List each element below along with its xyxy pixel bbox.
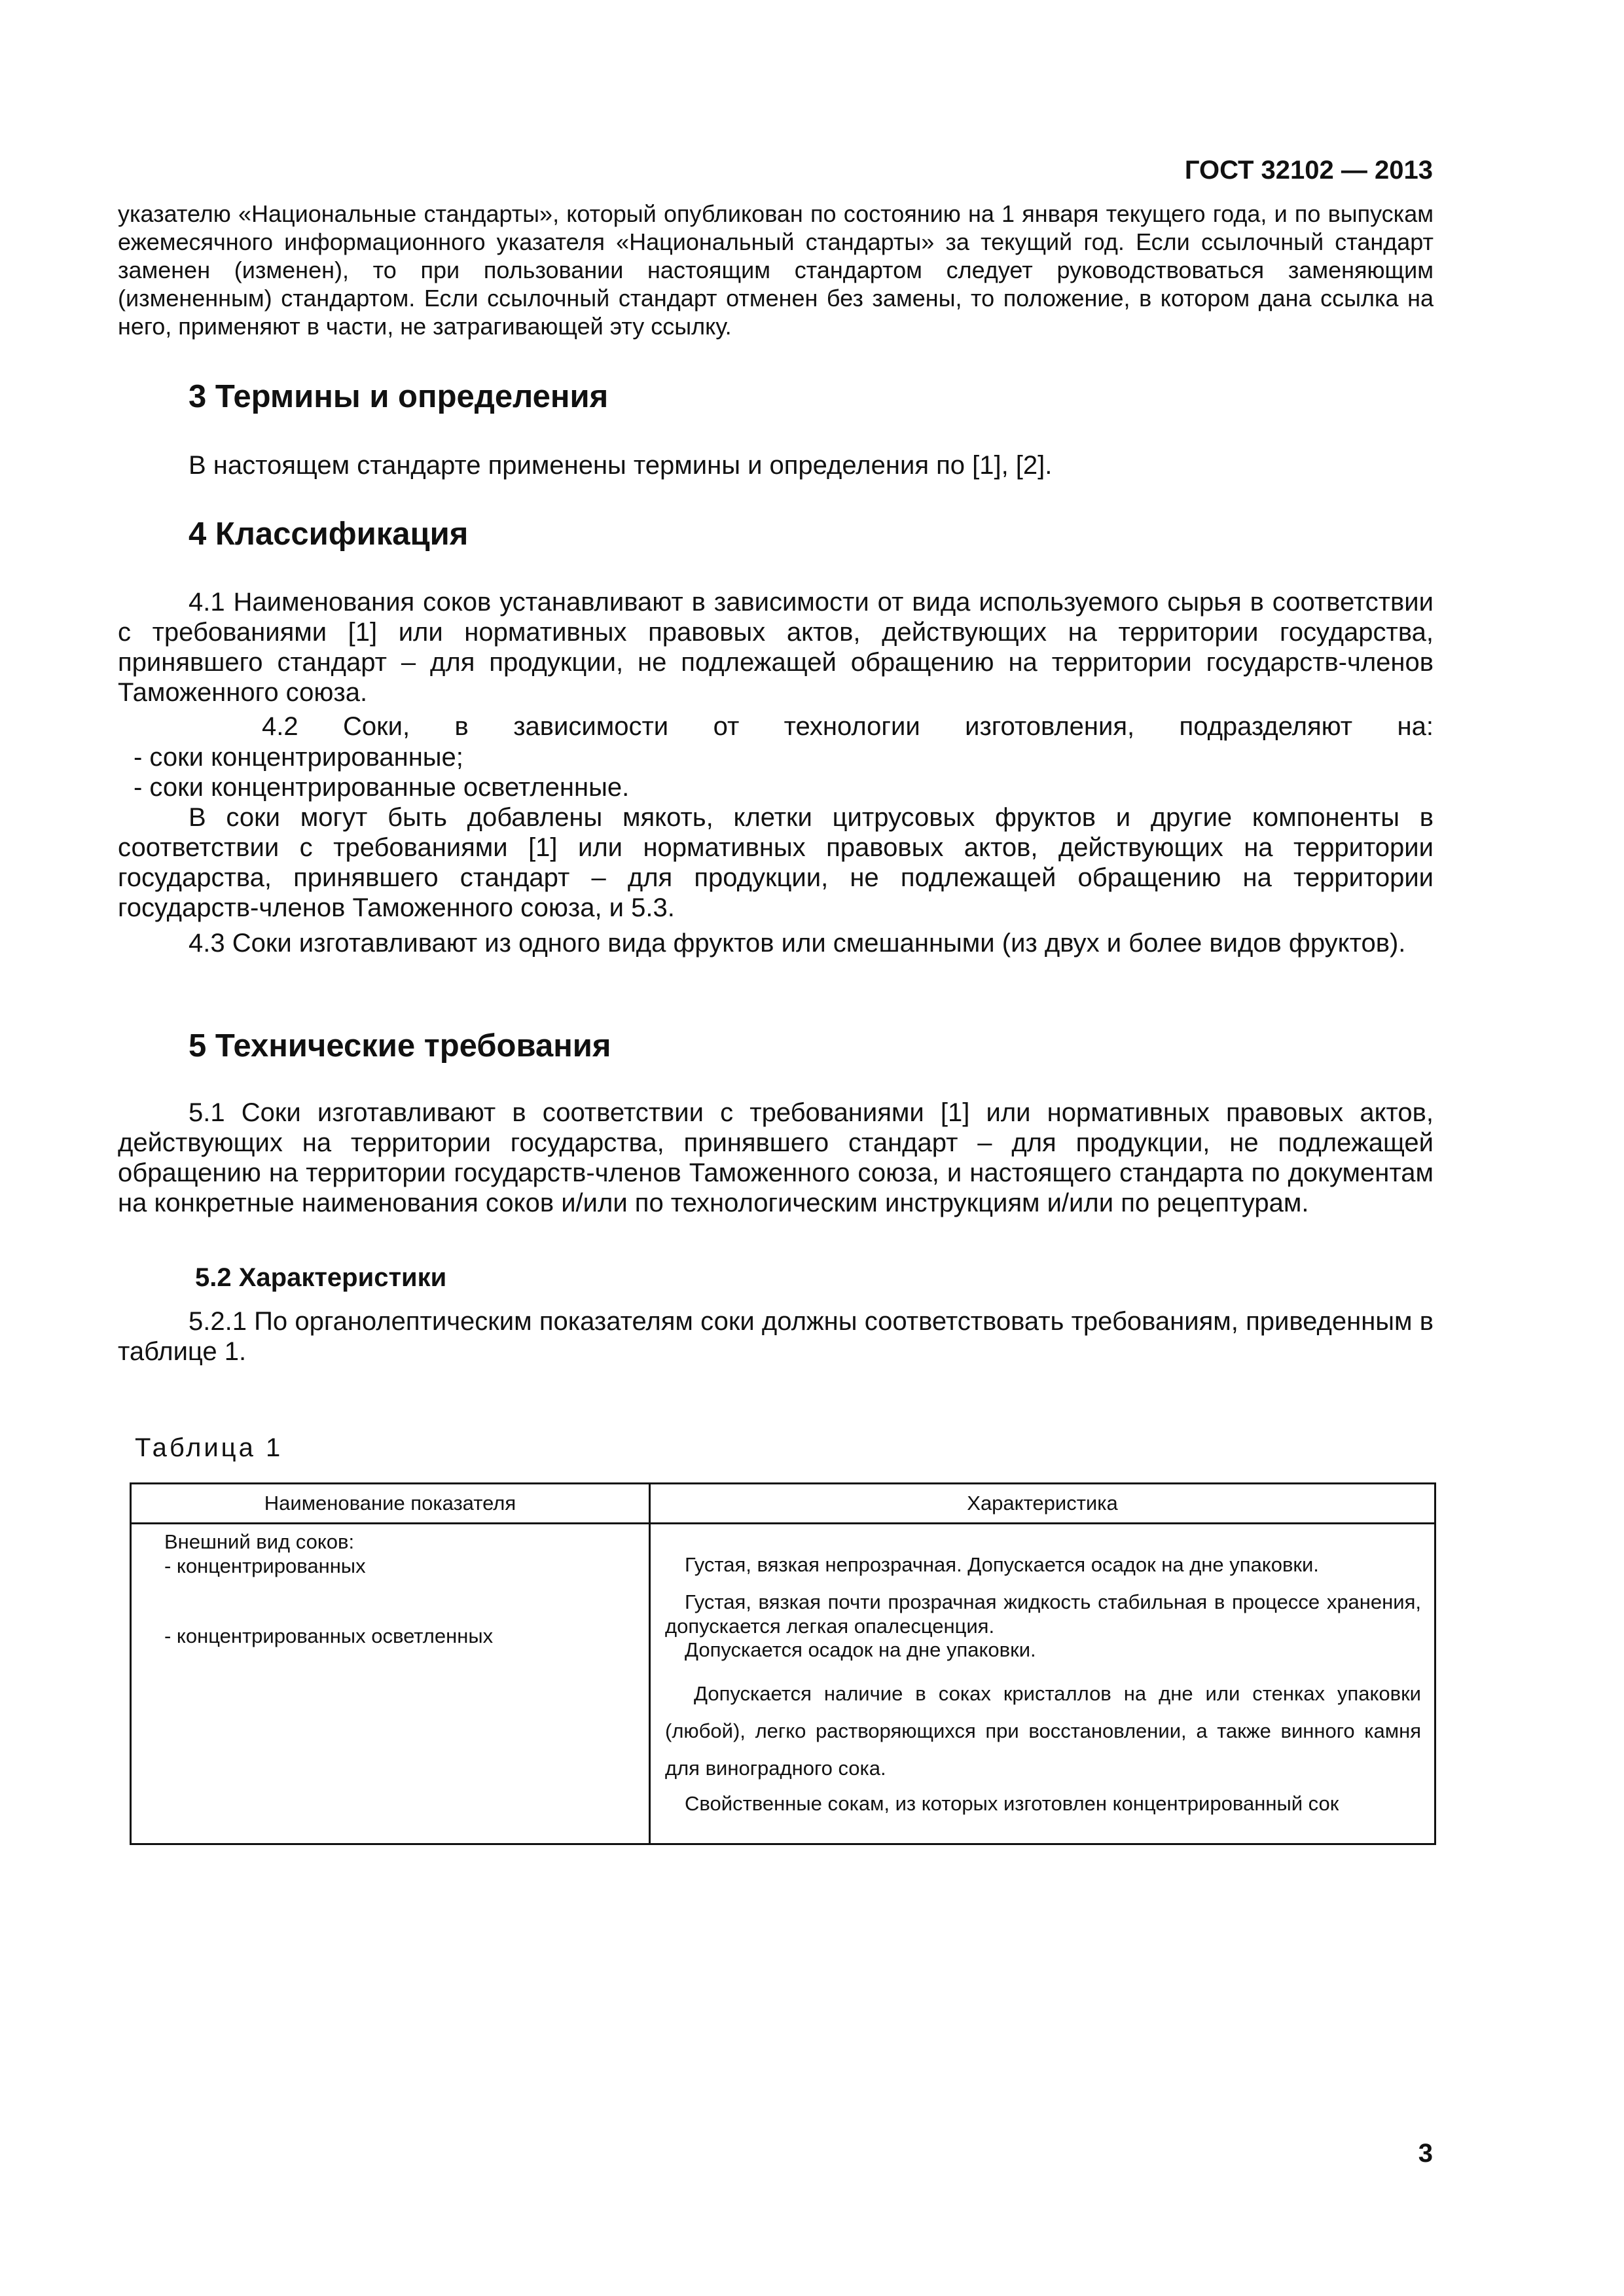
section-5-heading: 5 Технические требования (189, 1028, 611, 1064)
indicator-clarified: - концентрированных осветленных (164, 1624, 494, 1647)
list-item-clarified: - соки концентрированные осветленные. (134, 773, 630, 802)
characteristic-sediment: Допускается осадок на дне упаковки. (685, 1638, 1036, 1661)
characteristic-concentrated: Густая, вязкая непрозрачная. Допускается осадок на дне упаковки. (685, 1553, 1319, 1576)
characteristic-taste: Свойственные сокам, из которых изготовлен концентрированный сок (685, 1792, 1339, 1815)
characteristics-table (130, 1482, 1436, 1845)
table-header-row (131, 1484, 1435, 1524)
table-row (131, 1524, 1435, 1844)
paragraph-4-1: 4.1 Наименования соков устанавливают в зависимости от вида используемого сырья в соответствии с требованиями [1] или нормативных правовых актов, действующих на территории государства, принявшего стандарт – для продукции, не подлежащей обращению на территории государств-членов Таможенного союза. (118, 588, 1434, 707)
section-3-text: В настоящем стандарте применены термины и определения по [1], [2]. (189, 451, 1053, 480)
page-number: 3 (1418, 2139, 1433, 2168)
paragraph-4-2-additives: В соки могут быть добавлены мякоть, клетки цитрусовых фруктов и другие компоненты в соответствии с требованиями [1] или нормативных правовых актов, действующих на территории государства, принявшего стандарт – для продукции, не подлежащей обращению на территории государств-членов Таможенного союза, и 5.3. (118, 803, 1434, 922)
section-4-heading: 4 Классификация (189, 516, 469, 552)
table-header-indicator: Наименование показателя (131, 1484, 650, 1524)
paragraph-5-1: 5.1 Соки изготавливают в соответствии с требованиями [1] или нормативных правовых актов, действующих на территории государства, принявшего стандарт – для продукции, не подлежащей обращению на территории государств-членов Таможенного союза, и настоящего стандарта по документам на конкретные наименования соков и/или по технологическим инструкциям и/или по рецептурам. (118, 1098, 1434, 1217)
paragraph-5-2-1: 5.2.1 По органолептическим показателям соки должны соответствовать требованиям, приведенным в таблице 1. (118, 1307, 1434, 1366)
intro-paragraph: указателю «Национальные стандарты», который опубликован по состоянию на 1 января текущего года, и по выпускам ежемесячного информационного указателя «Национальный стандарты» за текущий год. Если ссылочный стандарт заменен (изменен), то при пользовании настоящим стандартом следует руководствоваться заменяющим (измененным) стандартом. Если ссылочный стандарт отменен без замены, то положение, в котором дана ссылка на него, применяют в части, не затрагивающей эту ссылку. (118, 200, 1434, 340)
characteristic-cell (650, 1524, 1435, 1844)
characteristic-clarified: Густая, вязкая почти прозрачная жидкость стабильная в процессе хранения, допускается легкая опалесценция. (665, 1590, 1421, 1638)
paragraph-4-2: 4.2 Соки, в зависимости от технологии изготовления, подразделяют на: (262, 712, 1434, 741)
paragraph-4-3: 4.3 Соки изготавливают из одного вида фруктов или смешанными (из двух и более видов фруктов). (189, 929, 1406, 958)
indicator-cell (131, 1524, 650, 1844)
indicator-title: Внешний вид соков: (164, 1530, 355, 1553)
section-3-heading: 3 Термины и определения (189, 379, 609, 414)
table-caption: Таблица 1 (135, 1433, 283, 1462)
document-header: ГОСТ 32102 — 2013 (1184, 156, 1433, 185)
indicator-concentrated: - концентрированных (164, 1554, 366, 1577)
characteristic-crystals: Допускается наличие в соках кристаллов на дне или стенках упаковки (любой), легко растворяющихся при восстановлении, а также винного камня для виноградного сока. (665, 1682, 1421, 1780)
subsection-5-2-heading: 5.2 Характеристики (195, 1263, 447, 1292)
list-item-concentrated: - соки концентрированные; (134, 743, 463, 772)
table-header-characteristic: Характеристика (650, 1484, 1435, 1524)
